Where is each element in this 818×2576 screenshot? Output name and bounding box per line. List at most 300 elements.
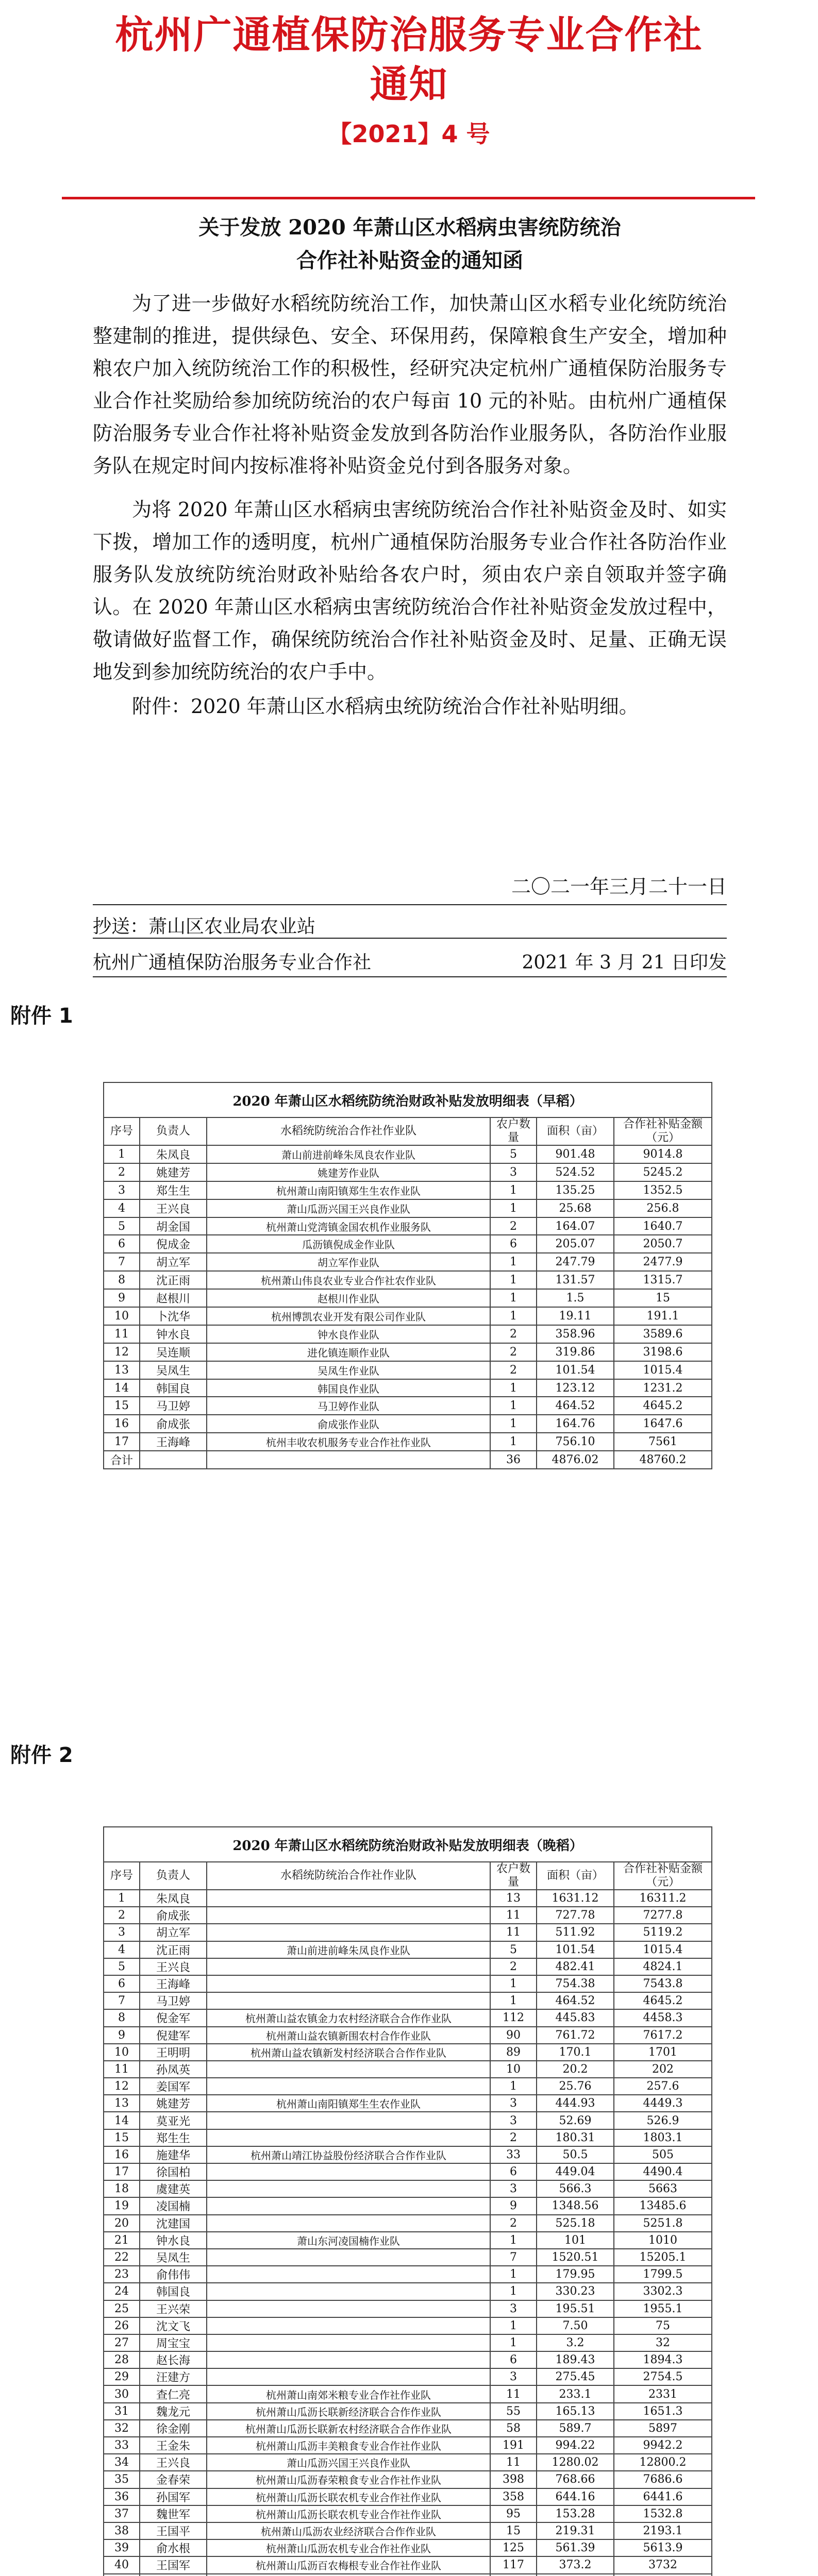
table-cell: 杭州萧山南阳镇郑生生农作业队 xyxy=(207,2095,490,2112)
table-cell: 756.10 xyxy=(537,1433,614,1451)
table-cell: 526.9 xyxy=(614,2112,712,2129)
table-cell: 754.38 xyxy=(537,1975,614,1992)
table-cell: 1647.6 xyxy=(614,1415,712,1433)
table-cell: 周宝宝 xyxy=(140,2334,207,2351)
table-cell: 萧山前进前峰朱凤良作业队 xyxy=(207,1941,490,1958)
table-cell: 39 xyxy=(104,2539,140,2556)
table-row xyxy=(104,2044,712,2061)
table-cell: 10 xyxy=(490,2061,537,2078)
table-row xyxy=(104,2539,712,2556)
table-cell: 101 xyxy=(537,2232,614,2249)
table-row xyxy=(104,1890,712,1907)
sign-date: 二〇二一年三月二十一日 xyxy=(511,875,727,898)
table-cell: 95 xyxy=(490,2505,537,2522)
table-cell: 5 xyxy=(490,1145,537,1163)
table-cell: 进化镇连顺作业队 xyxy=(207,1343,490,1361)
table-cell: 王国军 xyxy=(140,2556,207,2573)
table-cell: 164.07 xyxy=(537,1217,614,1235)
table-row xyxy=(104,1907,712,1924)
table-row xyxy=(104,2522,712,2539)
notice-subject-line1: 关于发放 2020 年萧山区水稻病虫害统防统治 xyxy=(198,215,621,240)
table-row xyxy=(104,2351,712,2368)
table-cell: 3.2 xyxy=(537,2334,614,2351)
table-row xyxy=(104,1145,712,1163)
table-cell: 11 xyxy=(490,1907,537,1924)
table-cell: 赵长海 xyxy=(140,2351,207,2368)
annex1-label: 附件 1 xyxy=(10,1004,73,1028)
table-cell: 32 xyxy=(614,2334,712,2351)
table-cell: 12 xyxy=(104,2078,140,2095)
table-cell: 11 xyxy=(490,2454,537,2471)
table-cell: 6441.6 xyxy=(614,2488,712,2505)
table-cell: 俞成张作业队 xyxy=(207,1415,490,1433)
table-cell: 30 xyxy=(104,2385,140,2402)
table-cell: 胡立军作业队 xyxy=(207,1253,490,1271)
table-cell: 5245.2 xyxy=(614,1163,712,1181)
table-cell: 1 xyxy=(490,1199,537,1217)
table-cell: 1532.8 xyxy=(614,2505,712,2522)
table-cell: 15 xyxy=(490,2522,537,2539)
table-cell: 胡立军 xyxy=(140,1253,207,1271)
table-cell xyxy=(614,2574,712,2576)
table-row xyxy=(104,2300,712,2317)
table-cell: 7.50 xyxy=(537,2317,614,2334)
table-cell: 6 xyxy=(490,1235,537,1253)
table-cell xyxy=(207,2215,490,2232)
table-cell: 16 xyxy=(104,2146,140,2163)
table-cell: 15205.1 xyxy=(614,2249,712,2266)
table-cell: 330.23 xyxy=(537,2283,614,2300)
table-row xyxy=(104,1199,712,1217)
notice-subject-line2: 合作社补贴资金的通知函 xyxy=(296,248,523,273)
table-cell: 4 xyxy=(104,1199,140,1217)
table-cell: 2193.1 xyxy=(614,2522,712,2539)
table-row xyxy=(104,1235,712,1253)
column-header: 序号 xyxy=(104,1862,140,1890)
table-row xyxy=(104,1343,712,1361)
table-cell xyxy=(207,2163,490,2180)
table-cell: 孙国军 xyxy=(140,2488,207,2505)
table-cell xyxy=(207,2368,490,2385)
table-row xyxy=(104,2027,712,2044)
table-cell: 韩国良 xyxy=(140,1379,207,1397)
table-cell: 2477.9 xyxy=(614,1253,712,1271)
table-row xyxy=(104,2095,712,2112)
annex1-header-row xyxy=(104,1117,712,1145)
table-cell: 马卫婷 xyxy=(140,1397,207,1415)
annex2-table xyxy=(103,1826,712,2576)
table-cell: 5613.9 xyxy=(614,2539,712,2556)
table-cell: 1.5 xyxy=(537,1289,614,1307)
table-cell: 464.52 xyxy=(537,1397,614,1415)
table-cell: 189.43 xyxy=(537,2351,614,2368)
table-row xyxy=(104,2505,712,2522)
table-cell: 15 xyxy=(104,1397,140,1415)
table-cell: 10 xyxy=(104,1307,140,1325)
table-cell: 胡金国 xyxy=(140,1217,207,1235)
table-cell: 3 xyxy=(104,1181,140,1199)
table-cell: 761.72 xyxy=(537,2027,614,2044)
table-cell: 511.92 xyxy=(537,1924,614,1941)
table-cell: 561.39 xyxy=(537,2539,614,2556)
table-cell: 17 xyxy=(104,2163,140,2180)
table-cell: 27 xyxy=(104,2334,140,2351)
table-cell xyxy=(207,1451,490,1469)
table-cell: 虞建英 xyxy=(140,2180,207,2197)
table-cell: 901.48 xyxy=(537,1145,614,1163)
table-cell: 34 xyxy=(104,2454,140,2471)
table-cell: 1520.51 xyxy=(537,2249,614,2266)
table-cell: 胡立军 xyxy=(140,1924,207,1941)
table-cell: 杭州丰收农机服务专业合作社作业队 xyxy=(207,1433,490,1451)
table-cell: 韩国良作业队 xyxy=(207,1379,490,1397)
notice-paragraph-2: 为将 2020 年萧山区水稻病虫害统防统治合作社补贴资金及时、如实下拨，增加工作的透明度，杭州广通植保防治服务专业合作社各防治作业服务队发放统防统治财政补贴给各农户时，须由农户亲自领取并签字确认。在 2020 年萧山区水稻病虫害统防统治合作社补贴资金发放过程中，敬请做好监督工作，确保统防统治合作社补贴资金及时、足量、正确无误地发到参加统防统治的农户手中。 xyxy=(93,498,727,683)
table-cell: 28 xyxy=(104,2351,140,2368)
table-cell: 7617.2 xyxy=(614,2027,712,2044)
table-cell: 王兴良 xyxy=(140,1199,207,1217)
table-cell: 727.78 xyxy=(537,1907,614,1924)
table-cell: 2331 xyxy=(614,2385,712,2402)
table-cell: 2 xyxy=(490,1217,537,1235)
table-cell: 75 xyxy=(614,2317,712,2334)
table-cell: 杭州萧山南阳镇郑生生农作业队 xyxy=(207,1181,490,1199)
table-row xyxy=(104,1379,712,1397)
table-cell: 卜沈华 xyxy=(140,1307,207,1325)
table-cell: 505 xyxy=(614,2146,712,2163)
table-cell: 钟水良 xyxy=(140,2232,207,2249)
table-cell: 萧山瓜沥兴国王兴良作业队 xyxy=(207,2454,490,2471)
table-cell: 1701 xyxy=(614,2044,712,2061)
table-cell: 644.16 xyxy=(537,2488,614,2505)
table-cell: 杭州萧山益农镇新围农村合作作业队 xyxy=(207,2027,490,2044)
table-cell: 33 xyxy=(490,2146,537,2163)
table-cell: 191 xyxy=(490,2437,537,2454)
table-cell: 杭州萧山南郊米粮专业合作社作业队 xyxy=(207,2385,490,2402)
table-cell: 杭州萧山瓜沥农业经济联合合作作业队 xyxy=(207,2522,490,2539)
table-cell: 153.28 xyxy=(537,2505,614,2522)
table-cell: 1 xyxy=(104,1890,140,1907)
table-cell: 195.51 xyxy=(537,2300,614,2317)
table-row xyxy=(104,1271,712,1289)
table-cell: 7277.8 xyxy=(614,1907,712,1924)
table-cell: 26 xyxy=(104,2317,140,2334)
table-cell: 40 xyxy=(104,2556,140,2573)
column-header: 序号 xyxy=(104,1117,140,1145)
header-title-line2: 通知 xyxy=(370,62,448,107)
table-cell: 90 xyxy=(490,2027,537,2044)
table-cell: 杭州萧山党湾镇金国农机作业服务队 xyxy=(207,1217,490,1235)
column-header: 面积（亩） xyxy=(537,1862,614,1890)
table-cell: 钟水良 xyxy=(140,1325,207,1343)
table-cell: 10 xyxy=(104,2044,140,2061)
table-cell xyxy=(207,2129,490,2146)
issue-line xyxy=(93,948,727,974)
table-row xyxy=(104,2437,712,2454)
table-cell: 21 xyxy=(104,2232,140,2249)
table-cell: 444.93 xyxy=(537,2095,614,2112)
table-cell: 2 xyxy=(490,1361,537,1379)
table-cell: 373.2 xyxy=(537,2556,614,2573)
table-cell: 48760.2 xyxy=(614,1451,712,1469)
table-cell: 165.13 xyxy=(537,2403,614,2420)
table-cell: 徐金刚 xyxy=(140,2420,207,2437)
table-cell: 3198.6 xyxy=(614,1343,712,1361)
table-cell xyxy=(140,2574,207,2576)
annex1-table-wrap xyxy=(103,1082,711,1469)
table-cell: 117 xyxy=(490,2556,537,2573)
document-number: 【2021】4 号 xyxy=(328,120,490,148)
table-cell: 1 xyxy=(490,1271,537,1289)
table-cell: 姜国军 xyxy=(140,2078,207,2095)
table-cell xyxy=(207,2112,490,2129)
table-cell: 1 xyxy=(490,1415,537,1433)
table-cell: 1799.5 xyxy=(614,2266,712,2283)
table-cell: 1010 xyxy=(614,2232,712,2249)
table-row xyxy=(104,2180,712,2197)
table-cell: 2 xyxy=(490,2215,537,2232)
column-header: 水稻统防统治合作社作业队 xyxy=(207,1862,490,1890)
table-cell: 杭州萧山瓜沥百农梅根专业合作社作业队 xyxy=(207,2556,490,2573)
table-cell: 1 xyxy=(490,1975,537,1992)
table-cell: 1 xyxy=(490,2266,537,2283)
table-cell: 4645.2 xyxy=(614,1992,712,2009)
table-cell: 3 xyxy=(490,2112,537,2129)
table-row xyxy=(104,1181,712,1199)
table-cell: 萧山前进前峰朱凤良农作业队 xyxy=(207,1145,490,1163)
table-row xyxy=(104,1289,712,1307)
table-cell: 俞伟伟 xyxy=(140,2266,207,2283)
table-cell: 倪建军 xyxy=(140,2027,207,2044)
table-cell: 275.45 xyxy=(537,2368,614,2385)
table-row xyxy=(104,1415,712,1433)
table-cell: 7561 xyxy=(614,1433,712,1451)
table-cell xyxy=(207,2351,490,2368)
table-row xyxy=(104,1253,712,1271)
red-divider xyxy=(62,197,755,199)
table-cell: 1 xyxy=(490,1181,537,1199)
table-cell: 205.07 xyxy=(537,1235,614,1253)
table-cell: 王兴良 xyxy=(140,2454,207,2471)
table-cell: 姚建芳作业队 xyxy=(207,1163,490,1181)
table-cell: 89 xyxy=(490,2044,537,2061)
table-cell: 180.31 xyxy=(537,2129,614,2146)
table-cell xyxy=(207,2317,490,2334)
table-cell: 52.69 xyxy=(537,2112,614,2129)
table-cell: 219.31 xyxy=(537,2522,614,2539)
table-row xyxy=(104,1325,712,1343)
table-cell: 7686.6 xyxy=(614,2471,712,2488)
table-cell xyxy=(207,1924,490,1941)
column-header: 农户数量 xyxy=(490,1862,537,1890)
table-cell: 王金朱 xyxy=(140,2437,207,2454)
table-cell: 朱凤良 xyxy=(140,1890,207,1907)
table-cell: 5119.2 xyxy=(614,1924,712,1941)
table-cell xyxy=(207,2078,490,2095)
table-cell: 杭州萧山益农镇新发村经济联合合作作业队 xyxy=(207,2044,490,2061)
table-cell: 姚建芳 xyxy=(140,1163,207,1181)
table-cell: 29 xyxy=(104,2368,140,2385)
table-row xyxy=(104,2471,712,2488)
table-cell: 6 xyxy=(490,2351,537,2368)
notice-body xyxy=(93,211,727,723)
table-cell: 179.95 xyxy=(537,2266,614,2283)
table-cell: 15 xyxy=(614,1289,712,1307)
table-cell: 482.41 xyxy=(537,1958,614,1975)
table-cell: 13 xyxy=(104,2095,140,2112)
table-cell: 202 xyxy=(614,2061,712,2078)
table-cell: 王国平 xyxy=(140,2522,207,2539)
table-cell: 15 xyxy=(104,2129,140,2146)
table-cell: 525.18 xyxy=(537,2215,614,2232)
table-cell: 36 xyxy=(490,1451,537,1469)
table-cell xyxy=(207,2061,490,2078)
table-cell: 1 xyxy=(490,2317,537,2334)
table-row xyxy=(104,2061,712,2078)
table-row xyxy=(104,2078,712,2095)
table-row xyxy=(104,1217,712,1235)
table-row xyxy=(104,1307,712,1325)
table-cell: 1 xyxy=(490,1307,537,1325)
table-cell: 沈文飞 xyxy=(140,2317,207,2334)
table-row xyxy=(104,1361,712,1379)
table-cell: 1955.1 xyxy=(614,2300,712,2317)
table-cell: 1 xyxy=(490,2283,537,2300)
table-cell: 杭州萧山瓜沥长联新经济联合合作作业队 xyxy=(207,2403,490,2420)
column-header: 合作社补贴金额（元） xyxy=(614,1862,712,1890)
table-row xyxy=(104,2283,712,2300)
table-cell: 萧山瓜沥兴国王兴良作业队 xyxy=(207,1199,490,1217)
table-row xyxy=(104,2454,712,2471)
table-cell: 2754.5 xyxy=(614,2368,712,2385)
table-cell: 8 xyxy=(104,1271,140,1289)
table-cell: 王海峰 xyxy=(140,1433,207,1451)
table-cell: 25.76 xyxy=(537,2078,614,2095)
table-cell: 赵根川作业队 xyxy=(207,1289,490,1307)
table-cell: 445.83 xyxy=(537,2009,614,2026)
table-cell: 杭州萧山瓜沥农机专业合作社作业队 xyxy=(207,2539,490,2556)
table-row xyxy=(104,2334,712,2351)
table-cell: 3 xyxy=(490,1163,537,1181)
table-cell: 1651.3 xyxy=(614,2403,712,2420)
table-cell xyxy=(104,2574,140,2576)
table-cell: 1280.02 xyxy=(537,2454,614,2471)
table-cell: 2 xyxy=(490,2129,537,2146)
table-cell: 1 xyxy=(490,1992,537,2009)
table-cell: 2 xyxy=(104,1907,140,1924)
divider-line-3 xyxy=(93,976,727,977)
table-row xyxy=(104,1941,712,1958)
table-cell xyxy=(207,2266,490,2283)
table-cell: 566.3 xyxy=(537,2180,614,2197)
table-cell: 123.12 xyxy=(537,1379,614,1397)
table-cell: 449.04 xyxy=(537,2163,614,2180)
table-row xyxy=(104,1958,712,1975)
table-cell: 101.54 xyxy=(537,1941,614,1958)
table-cell: 吴连顺 xyxy=(140,1343,207,1361)
table-cell: 王海峰 xyxy=(140,1975,207,1992)
table-cell: 倪成金 xyxy=(140,1235,207,1253)
table-cell: 9 xyxy=(490,2197,537,2214)
table-cell: 358.96 xyxy=(537,1325,614,1343)
table-cell: 19 xyxy=(104,2197,140,2214)
table-cell: 沈建国 xyxy=(140,2215,207,2232)
table-cell: 16 xyxy=(104,1415,140,1433)
table-cell: 吴凤生作业队 xyxy=(207,1361,490,1379)
table-cell: 吴凤生 xyxy=(140,2249,207,2266)
table-cell: 14 xyxy=(104,1379,140,1397)
table-row xyxy=(104,2574,712,2576)
table-cell: 3302.3 xyxy=(614,2283,712,2300)
table-cell: 7 xyxy=(104,1253,140,1271)
table-cell: 9 xyxy=(104,2027,140,2044)
table-cell: 韩国良 xyxy=(140,2283,207,2300)
table-row xyxy=(104,2317,712,2334)
table-cell: 14 xyxy=(104,2112,140,2129)
table-cell: 7 xyxy=(490,2249,537,2266)
table-cell: 1894.3 xyxy=(614,2351,712,2368)
annex1-title-row xyxy=(104,1082,712,1117)
table-row xyxy=(104,2197,712,2214)
table-cell: 3 xyxy=(490,2180,537,2197)
table-cell: 杭州萧山瓜沥春荣粮食专业合作社作业队 xyxy=(207,2471,490,2488)
cc-line: 抄送：萧山区农业局农业站 xyxy=(93,916,316,937)
table-cell: 4645.2 xyxy=(614,1397,712,1415)
table-row xyxy=(104,2266,712,2283)
table-row xyxy=(104,2488,712,2505)
table-row xyxy=(104,2249,712,2266)
divider-line-1 xyxy=(93,904,727,905)
document-header xyxy=(0,10,818,149)
table-cell: 2 xyxy=(490,1325,537,1343)
table-cell: 姚建芳 xyxy=(140,2095,207,2112)
table-cell: 魏龙元 xyxy=(140,2403,207,2420)
table-cell: 58 xyxy=(490,2420,537,2437)
table-cell: 2 xyxy=(104,1163,140,1181)
table-cell: 131.57 xyxy=(537,1271,614,1289)
table-cell: 孙凤英 xyxy=(140,2061,207,2078)
table-cell: 倪金军 xyxy=(140,2009,207,2026)
table-cell: 101.54 xyxy=(537,1361,614,1379)
table-cell: 2 xyxy=(490,1343,537,1361)
table-cell xyxy=(490,2574,537,2576)
annex2-table-title: 2020 年萧山区水稻统防统治财政补贴发放明细表（晚稻） xyxy=(104,1827,712,1862)
table-cell: 杭州萧山瓜沥长联新农村经济联合合作作业队 xyxy=(207,2420,490,2437)
table-cell: 郑生生 xyxy=(140,1181,207,1199)
table-cell: 135.25 xyxy=(537,1181,614,1199)
table-cell: 沈正雨 xyxy=(140,1271,207,1289)
table-cell: 16311.2 xyxy=(614,1890,712,1907)
notice-paragraph-1: 为了进一步做好水稻统防统治工作，加快萧山区水稻专业化统防统治整建制的推进，提供绿色、安全、环保用药，保障粮食生产安全，增加种粮农户加入统防统治工作的积极性，经研究决定杭州广通植保防治服务专业合作社奖励给参加统防统治的农户每亩 10 元的补贴。由杭州广通植保防治服务专业合作社将补贴资金发放到各防治作业服务队，各防治作业服务队在规定时间内按标准将补贴资金兑付到各服务对象。 xyxy=(93,292,727,477)
table-cell: 1 xyxy=(490,2232,537,2249)
table-cell: 25.68 xyxy=(537,1199,614,1217)
table-cell xyxy=(207,2197,490,2214)
header-title-line1: 杭州广通植保防治服务专业合作社 xyxy=(115,13,703,57)
table-cell: 25 xyxy=(104,2300,140,2317)
table-cell: 1015.4 xyxy=(614,1361,712,1379)
table-cell xyxy=(207,2300,490,2317)
table-cell: 莫亚光 xyxy=(140,2112,207,2129)
table-cell xyxy=(207,2249,490,2266)
table-cell: 768.66 xyxy=(537,2471,614,2488)
table-cell: 杭州萧山瓜沥丰美粮食专业合作社作业队 xyxy=(207,2437,490,2454)
table-cell: 3 xyxy=(490,2300,537,2317)
table-cell: 5663 xyxy=(614,2180,712,2197)
table-cell: 4876.02 xyxy=(537,1451,614,1469)
table-row xyxy=(104,1992,712,2009)
column-header: 负责人 xyxy=(140,1117,207,1145)
table-cell: 郑生生 xyxy=(140,2129,207,2146)
table-cell xyxy=(207,1992,490,2009)
